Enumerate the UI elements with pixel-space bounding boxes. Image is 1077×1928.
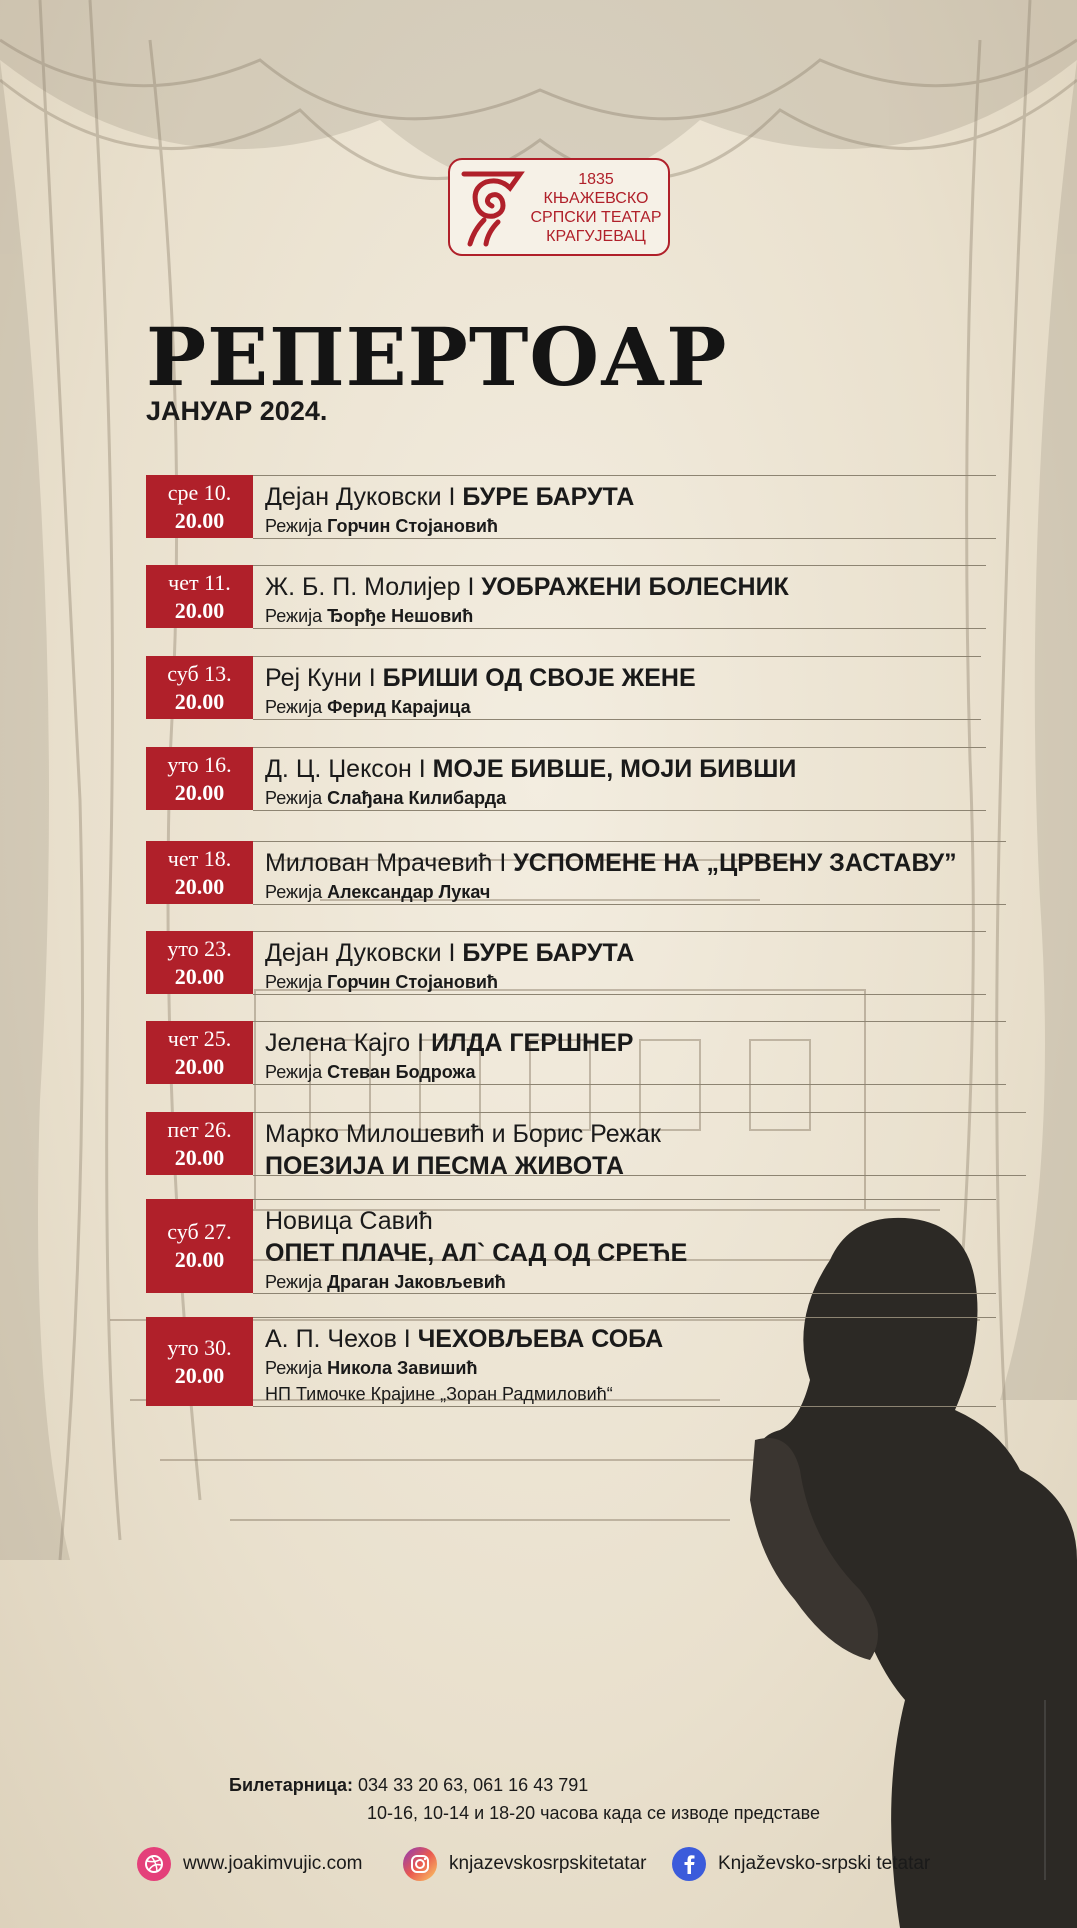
event-day: сре 10. <box>167 479 232 505</box>
event-author: Марко Милошевић и Борис Режак <box>265 1120 661 1148</box>
box-office-hours: 10-16, 10-14 и 18-20 часова када се изводе представе <box>367 1803 821 1823</box>
facebook-icon <box>672 1847 706 1881</box>
event-date <box>146 1112 253 1175</box>
event-details <box>265 481 634 539</box>
event-divider <box>253 656 981 657</box>
event-details <box>265 937 634 995</box>
event-day: чет 11. <box>168 569 231 595</box>
event-day: чет 18. <box>167 845 232 871</box>
event-play-title: ЧЕХОВЉЕВА СОБА <box>417 1325 664 1353</box>
event-day: уто 30. <box>167 1334 232 1360</box>
event-date <box>146 565 253 628</box>
event-director-label: Режија <box>265 882 328 902</box>
event-play-title: ИЛДА ГЕРШНЕР <box>431 1029 634 1057</box>
event-director-label: Режија <box>265 1358 328 1378</box>
event-row <box>146 1317 1046 1406</box>
event-play-title: УСПОМЕНЕ НА „ЦРВЕНУ ЗАСТАВУ” <box>513 849 957 877</box>
event-author: Ж. Б. П. Молијер І <box>265 573 482 601</box>
event-row <box>146 565 1046 628</box>
event-details <box>265 571 789 629</box>
event-play-title: ОПЕТ ПЛАЧЕ, АЛ` САД ОД СРЕЋЕ <box>265 1239 688 1267</box>
event-date <box>146 841 253 904</box>
event-author: Дејан Дуковски І <box>265 939 463 967</box>
event-director: Ђорђе Нешовић <box>327 606 474 626</box>
page-title: РЕПЕРТОАР <box>146 310 728 404</box>
event-divider <box>253 1317 996 1318</box>
event-row <box>146 1021 1046 1084</box>
event-time: 20.00 <box>174 873 225 899</box>
event-details <box>265 847 957 905</box>
event-author: Јелена Кајго І <box>265 1029 432 1057</box>
facebook-text: Knjaževsko-srpski tetatar <box>718 1853 931 1874</box>
logo-spiral-icon <box>458 168 526 248</box>
event-divider <box>253 1021 1006 1022</box>
website-link[interactable] <box>137 1847 362 1881</box>
event-time: 20.00 <box>174 779 225 805</box>
event-time: 20.00 <box>174 597 225 623</box>
event-director: Александар Лукач <box>327 882 491 902</box>
event-day: суб 13. <box>167 660 232 686</box>
event-director-label: Режија <box>265 972 328 992</box>
event-time: 20.00 <box>174 1144 225 1170</box>
instagram-icon <box>403 1847 437 1881</box>
event-time: 20.00 <box>174 963 225 989</box>
event-details <box>265 1205 687 1295</box>
event-row <box>146 1112 1046 1180</box>
event-date <box>146 656 253 719</box>
event-divider <box>253 1199 996 1200</box>
event-details <box>265 753 796 811</box>
event-divider <box>253 475 996 476</box>
event-divider <box>253 565 986 566</box>
logo-line-2: СРПСКИ ТЕАТАР <box>530 209 662 226</box>
logo-line-3: КРАГУЈЕВАЦ <box>546 228 646 245</box>
event-play-title: БУРЕ БАРУТА <box>462 483 635 511</box>
logo-line-1: КЊАЖЕВСКО <box>543 190 649 207</box>
event-row <box>146 475 1046 538</box>
event-date <box>146 1021 253 1084</box>
instagram-link[interactable] <box>403 1847 646 1881</box>
event-author: Новица Савић <box>265 1207 433 1235</box>
event-details <box>265 1323 663 1407</box>
event-director-label: Режија <box>265 697 328 717</box>
event-play-title: ПОЕЗИЈА И ПЕСМА ЖИВОТА <box>265 1152 624 1180</box>
event-row <box>146 1199 1046 1293</box>
event-date <box>146 931 253 994</box>
event-day: уто 16. <box>167 751 232 777</box>
box-office-phones[interactable]: 034 33 20 63, 061 16 43 791 <box>353 1775 589 1795</box>
event-divider <box>253 747 986 748</box>
event-time: 20.00 <box>174 507 225 533</box>
event-director-label: Режија <box>265 516 328 536</box>
event-divider <box>253 841 1006 842</box>
event-time: 20.00 <box>174 1362 225 1388</box>
website-text: www.joakimvujic.com <box>183 1853 363 1874</box>
event-date <box>146 475 253 538</box>
event-play-title: МОЈЕ БИВШЕ, МОЈИ БИВШИ <box>432 755 797 783</box>
dribbble-icon <box>137 1847 171 1881</box>
event-director: Горчин Стојановић <box>327 516 498 536</box>
event-play-title: УОБРАЖЕНИ БОЛЕСНИК <box>481 573 789 601</box>
event-director: Горчин Стојановић <box>327 972 498 992</box>
instagram-text: knjazevskosrpskitetatar <box>449 1853 647 1874</box>
event-time: 20.00 <box>174 688 225 714</box>
event-director-label: Режија <box>265 606 328 626</box>
event-date <box>146 1317 253 1406</box>
event-play-title: БУРЕ БАРУТА <box>462 939 635 967</box>
event-row <box>146 656 1046 719</box>
event-director: Драган Јаковљевић <box>327 1272 506 1292</box>
page-subtitle: ЈАНУАР 2024. <box>146 396 328 426</box>
event-director: Слађана Килибарда <box>327 788 507 808</box>
event-director: Никола Завишић <box>327 1358 478 1378</box>
event-divider <box>253 931 986 932</box>
event-day: пет 26. <box>167 1116 232 1142</box>
event-date <box>146 747 253 810</box>
event-row <box>146 931 1046 994</box>
event-author: А. П. Чехов І <box>265 1325 418 1353</box>
event-time: 20.00 <box>174 1247 225 1272</box>
event-director: Стеван Бодрожа <box>327 1062 476 1082</box>
event-author: Реј Куни І <box>265 664 383 692</box>
event-day: уто 23. <box>167 935 232 961</box>
box-office-info <box>229 1775 588 1796</box>
logo-year: 1835 <box>578 171 614 188</box>
event-row <box>146 747 1046 810</box>
event-director-label: Режија <box>265 1062 328 1082</box>
event-divider <box>253 1112 1026 1113</box>
event-author: Д. Ц. Џексон І <box>265 755 433 783</box>
event-row <box>146 841 1046 904</box>
theatre-logo <box>448 158 670 256</box>
event-date <box>146 1199 253 1293</box>
event-details <box>265 662 696 720</box>
box-office-label: Билетарница: <box>229 1775 354 1795</box>
event-day: чет 25. <box>167 1025 232 1051</box>
facebook-link[interactable] <box>672 1847 930 1881</box>
event-guest-company: НП Тимочке Крајине „Зоран Радмиловић“ <box>265 1384 613 1404</box>
event-play-title: БРИШИ ОД СВОЈЕ ЖЕНЕ <box>382 664 696 692</box>
event-details <box>265 1027 633 1085</box>
event-director-label: Режија <box>265 1272 328 1292</box>
event-author: Дејан Дуковски І <box>265 483 463 511</box>
event-director: Ферид Карајица <box>327 697 471 717</box>
event-details <box>265 1118 661 1182</box>
event-day: суб 27. <box>167 1219 232 1244</box>
event-time: 20.00 <box>174 1053 225 1079</box>
event-author: Милован Мрачевић І <box>265 849 514 877</box>
event-director-label: Режија <box>265 788 328 808</box>
